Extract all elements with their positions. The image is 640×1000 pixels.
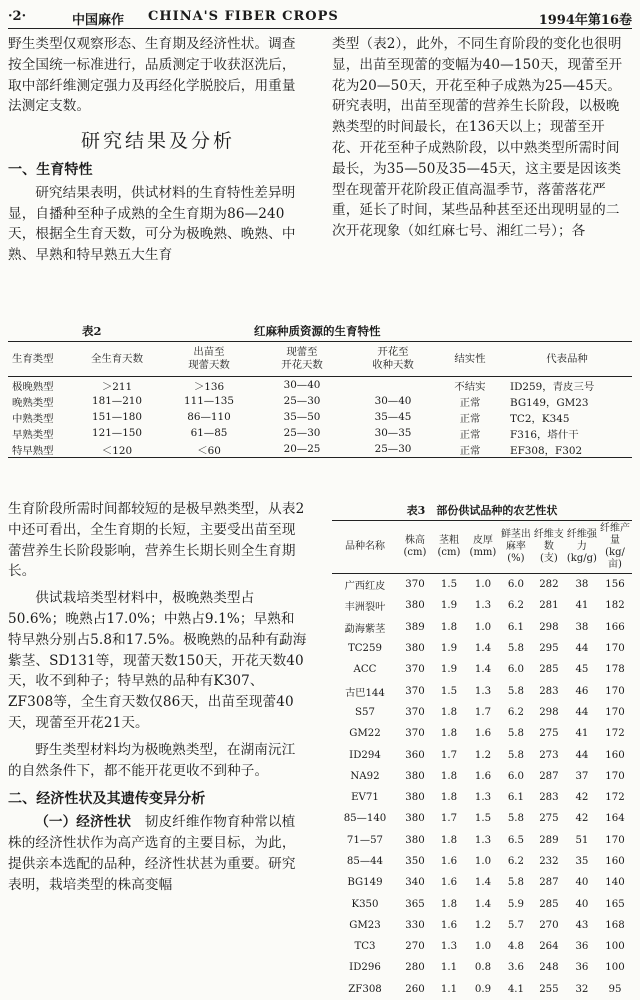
table-cell: ID296 <box>349 962 381 974</box>
table-cell: 5.8 <box>507 877 525 889</box>
table-cell: 1.3 <box>474 600 492 612</box>
issue-info: 1994年第16卷 <box>538 13 632 28</box>
table-cell: 6.1 <box>507 621 525 633</box>
table-cell: 100 <box>605 962 625 974</box>
table-cell: 151—180 <box>91 411 143 423</box>
table-cell: 282 <box>539 579 559 591</box>
table-row <box>332 702 632 723</box>
table-cell: 4.1 <box>507 983 525 995</box>
subsubsection-text: 韧皮纤维作物育种常以植株的经济性状作为高产选育的主要目标，为此，提供亲本选配的品种，经济性状甚为重要。研究表明，栽培类型的株高变幅 <box>8 814 296 893</box>
table-cell: 330 <box>405 919 425 931</box>
table-cell: 285 <box>539 664 559 676</box>
table-cell: 178 <box>605 664 625 676</box>
table-cell: 丰洲裂叶 <box>344 602 386 614</box>
table-cell: 264 <box>539 941 559 953</box>
table-cell: 380 <box>405 643 425 655</box>
table-cell: 1.3 <box>474 834 492 846</box>
table-2-title: 红麻种质资源的生育特性 <box>254 324 381 338</box>
table-cell: 380 <box>405 834 425 846</box>
table-row <box>332 979 632 1000</box>
table-cell: 360 <box>405 749 425 761</box>
table-cell: 1.7 <box>440 813 458 825</box>
table-cell: 1.1 <box>440 983 458 995</box>
table-cell: 170 <box>605 706 625 718</box>
table-cell: 1.1 <box>440 962 458 974</box>
table-cell: 350 <box>405 856 425 867</box>
left-column-top <box>8 34 308 266</box>
table-cell: 140 <box>605 877 625 889</box>
table-cell: 6.0 <box>507 579 525 591</box>
table-row <box>332 595 632 616</box>
table-cell: BG149，GM23 <box>510 396 589 409</box>
table-header-cell: 纤维产量 (kg/亩) <box>598 521 632 574</box>
paragraph-maturity-share: 供试栽培类型材料中，极晚熟类型占50.6%；晚熟占17.0%；中熟占9.1%；早熟和特早熟分别占5.8和17.5%。极晚熟的品种有勐海紫茎、SD131等，现蕾天数150天，开花天数40天，收不到种子；特早熟的品种有K307、ZF308等，全生育天数仅86天，出苗至现蕾40天，现蕾至开花21天。 <box>8 590 307 731</box>
table-cell: 287 <box>539 877 559 889</box>
table-cell: 1.4 <box>474 643 492 655</box>
table-cell: 中熟类型 <box>12 412 54 425</box>
table-header-cell: 鲜茎出麻率 (%) <box>500 521 532 574</box>
running-header <box>8 6 632 29</box>
journal-name-en: CHINA'S FIBER CROPS <box>148 9 339 24</box>
table-cell: GM23 <box>349 919 381 931</box>
table-cell: 正常 <box>459 428 481 441</box>
table-cell: 1.0 <box>474 856 492 867</box>
table-cell: 170 <box>605 770 625 782</box>
table-cell: 160 <box>605 749 625 761</box>
table-header-cell: 全生育天数 <box>72 342 162 377</box>
table-cell: 41 <box>575 728 589 740</box>
paragraph-growth: 研究结果表明，供试材料的生育特性差异明显，自播种至种子成熟的全生育期为86—240天，根据全生育天数，可分为极晚熟、晚熟、中熟、早熟和特早熟五大生育 <box>8 184 296 264</box>
subsubsection-label: （一）经济性状 <box>35 814 132 831</box>
table-cell: 1.3 <box>440 941 458 953</box>
table-cell: 1.9 <box>440 643 458 655</box>
table-cell: 1.8 <box>440 706 458 718</box>
table-cell: 25—30 <box>283 427 321 439</box>
table-cell: 1.7 <box>474 706 492 718</box>
table-cell: 1.8 <box>440 728 458 740</box>
table-2-label: 表2 <box>82 324 102 338</box>
table-cell: 5.9 <box>507 898 525 910</box>
table-cell: 298 <box>539 706 559 718</box>
table-cell: 370 <box>405 685 425 697</box>
table-row <box>332 893 632 914</box>
table-cell: 1.6 <box>440 919 458 931</box>
table-cell: 340 <box>405 877 425 889</box>
table-header-cell: 出苗至 现蕾天数 <box>162 342 256 377</box>
table-cell: 0.9 <box>474 983 492 995</box>
table-row <box>332 574 632 596</box>
table-cell: 172 <box>605 728 625 740</box>
table-cell: 5.8 <box>507 749 525 761</box>
table-cell: 280 <box>405 962 425 974</box>
table-row <box>8 409 632 425</box>
table-cell: 广西红皮 <box>344 581 386 593</box>
table-cell: BG149 <box>347 877 383 889</box>
table-2 <box>8 321 632 458</box>
table-cell: 正常 <box>459 396 481 409</box>
page-number: ·2· <box>8 9 27 24</box>
table-cell: 5.8 <box>507 643 525 655</box>
table-row <box>332 830 632 851</box>
table-cell: 6.2 <box>507 856 525 867</box>
table-row <box>332 617 632 638</box>
table-cell: 1.3 <box>474 792 492 804</box>
table-cell: 0.8 <box>474 962 492 974</box>
table-cell: ＞136 <box>193 380 225 393</box>
table-row <box>332 936 632 957</box>
subsection-title-growth: 一、生育特性 <box>8 161 93 178</box>
subsection-title-economic: 二、经济性状及其遗传变异分析 <box>8 791 206 808</box>
table-row <box>332 851 632 872</box>
table-cell: 36 <box>575 962 589 974</box>
table-cell: 166 <box>605 621 625 633</box>
table-cell <box>348 377 438 394</box>
table-cell: 1.5 <box>440 579 458 591</box>
table-cell: 44 <box>575 749 589 761</box>
table-header-cell: 皮厚 (mm) <box>466 521 500 574</box>
table-row <box>332 744 632 765</box>
table-cell: ID259，青皮三号 <box>510 380 595 393</box>
table-cell: 35—50 <box>283 411 321 423</box>
table-cell: EV71 <box>351 792 379 804</box>
table-cell: 36 <box>575 941 589 953</box>
table-cell: 35 <box>575 856 589 867</box>
table-cell: 特早熟型 <box>12 444 54 457</box>
table-cell: 168 <box>605 919 625 931</box>
table-cell: 172 <box>605 792 625 804</box>
table-cell: 170 <box>605 643 625 655</box>
table-header-cell: 生育类型 <box>8 342 72 377</box>
table-row <box>8 441 632 458</box>
table-cell: 6.0 <box>507 770 525 782</box>
table-cell: ＜120 <box>101 444 133 457</box>
table-row <box>332 659 632 680</box>
table-cell: 1.4 <box>474 898 492 910</box>
table-cell: 232 <box>539 856 559 867</box>
table-cell: 5.8 <box>507 685 525 697</box>
table-cell: 281 <box>539 600 559 612</box>
table-cell: 100 <box>605 941 625 953</box>
table-cell: 248 <box>539 962 559 974</box>
table-cell: 1.5 <box>440 685 458 697</box>
table-cell: 182 <box>605 600 625 612</box>
table-cell: S57 <box>355 706 375 718</box>
table-cell: 3.6 <box>507 962 525 974</box>
table-cell: 61—85 <box>190 427 228 439</box>
table-cell: 5.8 <box>507 728 525 740</box>
table-cell: 40 <box>575 877 589 889</box>
table-cell: TC259 <box>347 643 383 655</box>
table-row <box>332 680 632 701</box>
table-cell: TC2，K345 <box>510 412 570 425</box>
paragraph-economic-traits <box>8 812 308 895</box>
table-cell: 1.2 <box>474 749 492 761</box>
table-header-cell: 株高 (cm) <box>398 521 432 574</box>
table-cell: 85—44 <box>346 856 384 867</box>
table-cell: 5.7 <box>507 919 525 931</box>
table-header-cell: 纤维支数 (支) <box>532 521 566 574</box>
table-3-title: 表3 部份供试品种的农艺性状 <box>406 504 558 517</box>
table-cell: 极晚熟型 <box>12 380 54 393</box>
table-cell: 5.8 <box>507 813 525 825</box>
table-header-cell: 现蕾至 开花天数 <box>256 342 348 377</box>
table-cell: 165 <box>605 898 625 910</box>
table-cell: 380 <box>405 770 425 782</box>
table-cell: 1.0 <box>474 941 492 953</box>
table-header-cell: 结实性 <box>438 342 502 377</box>
table-cell: 25—30 <box>374 443 412 455</box>
table-cell: ＞211 <box>101 380 133 393</box>
table-row <box>332 915 632 936</box>
table-cell: 1.9 <box>440 664 458 676</box>
table-cell: 389 <box>405 621 425 633</box>
table-cell: 270 <box>539 919 559 931</box>
table-cell: 95 <box>608 983 622 995</box>
table-cell: 30—35 <box>374 427 412 439</box>
table-row <box>332 723 632 744</box>
table-cell: 6.2 <box>507 600 525 612</box>
table-cell: TC3 <box>354 941 376 953</box>
table-cell: 不结实 <box>454 380 486 393</box>
table-cell: 370 <box>405 706 425 718</box>
table-row <box>8 425 632 441</box>
table-cell: 289 <box>539 834 559 846</box>
left-column-bottom <box>8 499 308 895</box>
table-cell: F316，塔什干 <box>510 428 579 441</box>
table-cell: 1.8 <box>440 898 458 910</box>
table-cell: ACC <box>353 664 377 676</box>
table-cell: 37 <box>575 770 589 782</box>
table-cell: 86—110 <box>187 411 231 423</box>
table-cell: 285 <box>539 898 559 910</box>
table-cell: 283 <box>539 792 559 804</box>
table-cell: 32 <box>575 983 589 995</box>
table-cell: 正常 <box>459 412 481 425</box>
table-cell: 1.8 <box>440 770 458 782</box>
table-3-grid <box>332 520 632 1000</box>
table-cell: 44 <box>575 706 589 718</box>
table-cell: 160 <box>605 856 625 867</box>
table-cell: 255 <box>539 983 559 995</box>
table-cell: 370 <box>405 579 425 591</box>
table-cell: 298 <box>539 621 559 633</box>
table-cell: 370 <box>405 664 425 676</box>
table-cell: 181—210 <box>91 395 143 407</box>
table-cell: 85—140 <box>343 813 387 825</box>
table-cell: 早熟类型 <box>12 428 54 441</box>
table-cell: 35—45 <box>374 411 412 423</box>
table-cell: 6.5 <box>507 834 525 846</box>
table-cell: GM22 <box>349 728 381 740</box>
table-row <box>332 787 632 808</box>
table-cell: 6.1 <box>507 792 525 804</box>
table-cell: 275 <box>539 813 559 825</box>
table-cell: 275 <box>539 728 559 740</box>
table-cell: 1.3 <box>474 685 492 697</box>
table-cell: 晚熟类型 <box>12 396 54 409</box>
table-row <box>8 393 632 409</box>
table-cell: 40 <box>575 898 589 910</box>
table-cell: 295 <box>539 643 559 655</box>
paragraph-growth-summary: 生育阶段所需时间都较短的是极早熟类型，从表2中还可看出，全生育期的长短，主要受出苗至现蕾营养生长阶段影响，营养生长期长则全生育期长。 <box>8 501 305 580</box>
table-cell: 1.6 <box>474 728 492 740</box>
table-cell: 30—40 <box>374 395 412 407</box>
table-cell: 1.4 <box>474 664 492 676</box>
table-header-cell: 代表品种 <box>502 342 632 377</box>
table-cell: ID294 <box>349 749 381 761</box>
table-cell: 380 <box>405 792 425 804</box>
table-cell: 41 <box>575 600 589 612</box>
table-cell: 170 <box>605 685 625 697</box>
table-cell: 156 <box>605 579 625 591</box>
table-cell: 370 <box>405 728 425 740</box>
table-header-cell: 品种名称 <box>332 521 398 574</box>
section-title: 研究结果及分析 <box>80 130 235 153</box>
table-cell: 古巴144 <box>345 687 385 699</box>
table-cell: 283 <box>539 685 559 697</box>
table-header-cell: 茎粗 (cm) <box>432 521 466 574</box>
table-cell: 4.8 <box>507 941 525 953</box>
table-cell: 1.8 <box>440 621 458 633</box>
table-cell: 111—135 <box>183 395 235 407</box>
table-cell: 164 <box>605 813 625 825</box>
table-cell: NA92 <box>350 770 380 782</box>
table-cell: 1.5 <box>474 813 492 825</box>
table-cell: EF308，F302 <box>510 444 583 457</box>
table-cell: 6.2 <box>507 706 525 718</box>
table-cell: 6.0 <box>507 664 525 676</box>
table-cell: 71—57 <box>346 834 384 846</box>
table-cell: 51 <box>575 834 589 846</box>
table-cell: 273 <box>539 749 559 761</box>
table-cell: ＜60 <box>197 444 221 457</box>
table-cell: 1.9 <box>440 600 458 612</box>
table-cell: 43 <box>575 919 589 931</box>
table-cell: 勐海紫茎 <box>344 623 386 635</box>
table-cell: 正常 <box>459 444 481 457</box>
paragraph-growth-continued: 类型（表2），此外，不同生育阶段的变化也很明显，出苗至现蕾的变幅为40—150天，现蕾至开花为20—50天，开花至种子成熟为25—45天。研究表明，出苗至现蕾的营养生长阶段，以极晚熟类型的时间最长，在136天以上；现蕾至开花、开花至种子成熟阶段，以中熟类型所需时间最长，为35—50及35—45天，这主要是因该类型在现蕾开花阶段正值高温季节，落蕾落花严重，延长了时间，某些品种甚至还出现明显的二次开花现象（如红麻七号、湘红二号）；各 <box>332 36 623 240</box>
table-cell: 1.6 <box>440 856 458 867</box>
table-cell: K350 <box>351 898 379 910</box>
table-row <box>8 377 632 394</box>
table-cell: 260 <box>405 983 425 995</box>
table-cell: 42 <box>575 813 589 825</box>
table-cell: 1.0 <box>474 579 492 591</box>
table-cell: 45 <box>575 664 589 676</box>
table-cell: 44 <box>575 643 589 655</box>
table-cell: 1.0 <box>474 621 492 633</box>
table-cell: 1.6 <box>440 877 458 889</box>
table-cell: 20—25 <box>283 443 321 455</box>
right-column-top <box>332 34 632 242</box>
table-row <box>332 872 632 893</box>
table-cell: 365 <box>405 898 425 910</box>
table-cell: 46 <box>575 685 589 697</box>
table-cell: 42 <box>575 792 589 804</box>
table-2-grid <box>8 341 632 458</box>
table-row <box>332 638 632 659</box>
table-cell: 38 <box>575 579 589 591</box>
table-cell: 170 <box>605 834 625 846</box>
table-cell: 380 <box>405 813 425 825</box>
table-cell: 1.4 <box>474 877 492 889</box>
table-3 <box>332 502 632 1000</box>
table-cell: 1.6 <box>474 770 492 782</box>
table-cell: 1.2 <box>474 919 492 931</box>
table-row <box>332 957 632 978</box>
table-cell: 287 <box>539 770 559 782</box>
table-cell: 30—40 <box>283 379 321 391</box>
table-row <box>332 808 632 829</box>
table-cell: 270 <box>405 941 425 953</box>
table-2-caption <box>8 321 632 341</box>
table-cell: 121—150 <box>91 427 143 439</box>
journal-name-cn: 中国麻作 <box>72 13 125 28</box>
paragraph-methods: 野生类型仅观察形态、生育期及经济性状。调查按全国统一标准进行，品质测定于收获沤洗后，取中部纤维测定强力及再经化学脱胶后，用重量法测定支数。 <box>8 36 296 115</box>
table-row <box>332 766 632 787</box>
table-header-cell: 纤维强力 (kg/g) <box>566 521 598 574</box>
paragraph-wild-types: 野生类型材料均为极晚熟类型，在湖南沅江的自然条件下，都不能开花更收不到种子。 <box>8 741 296 779</box>
table-header-cell: 开花至 收种天数 <box>348 342 438 377</box>
table-cell: 38 <box>575 621 589 633</box>
table-cell: ZF308 <box>348 983 382 995</box>
table-cell: 1.7 <box>440 749 458 761</box>
table-cell: 380 <box>405 600 425 612</box>
table-cell: 1.8 <box>440 834 458 846</box>
table-cell: 25—30 <box>283 395 321 407</box>
table-cell: 1.8 <box>440 792 458 804</box>
